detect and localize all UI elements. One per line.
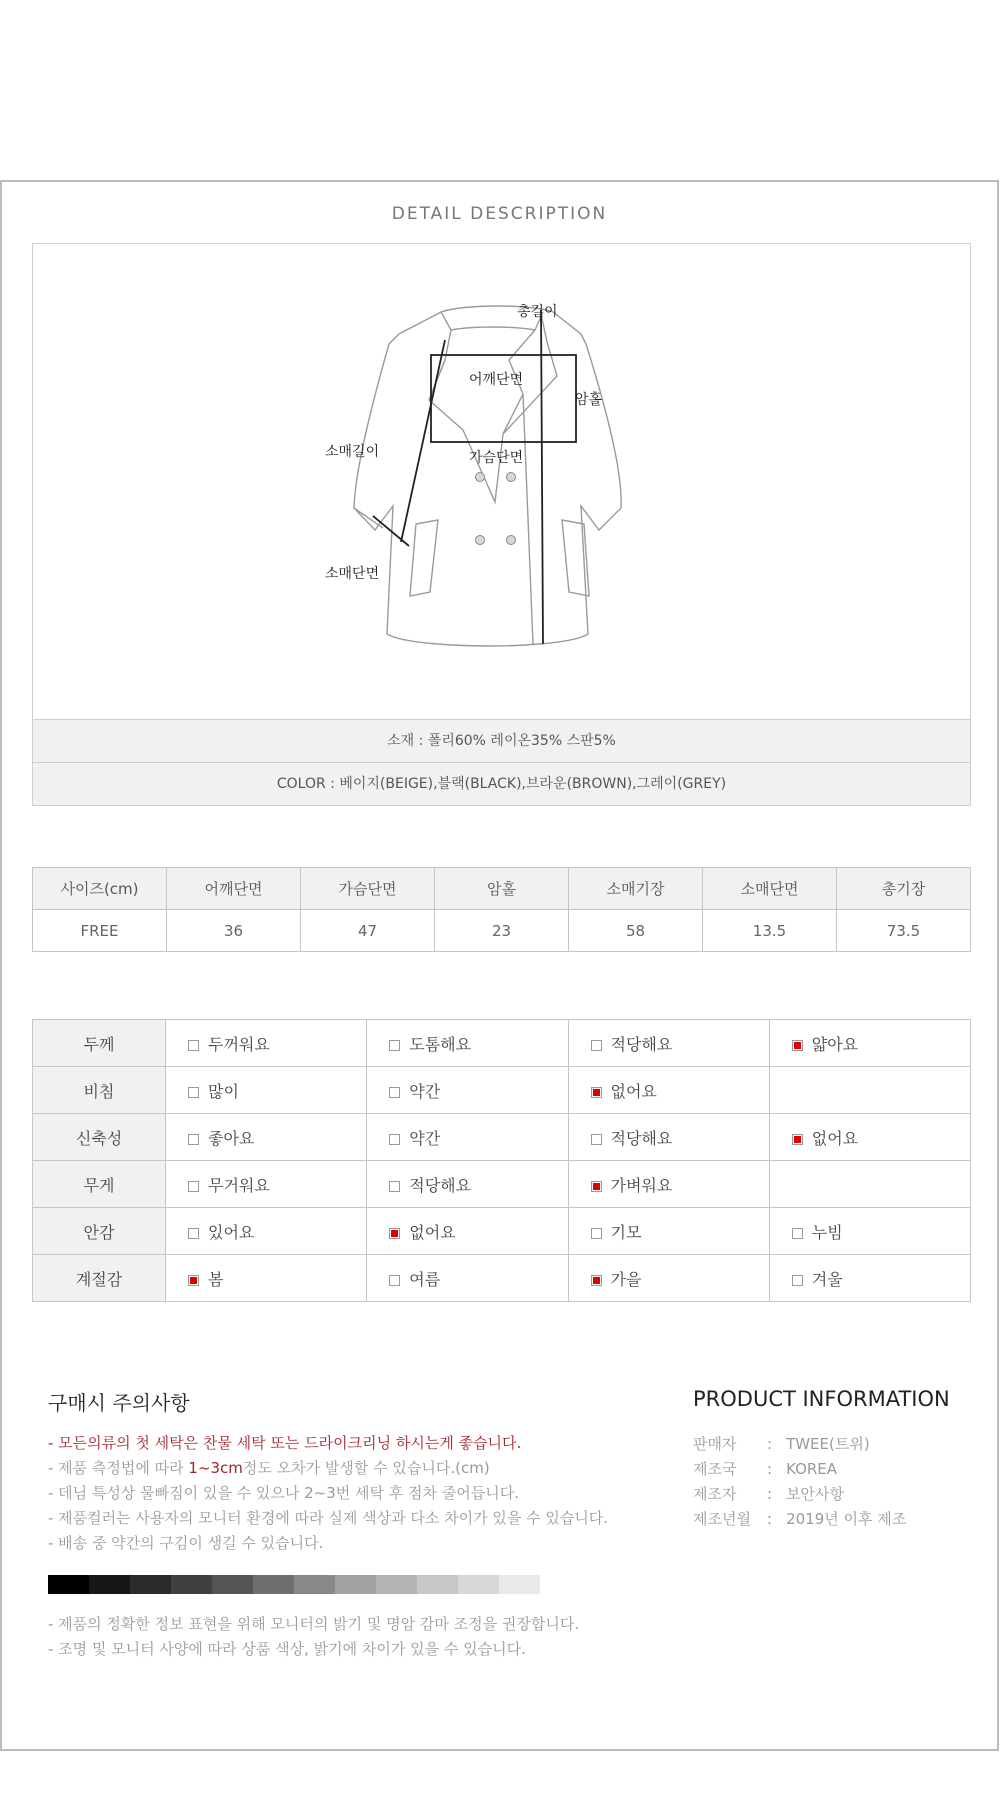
feature-option [367, 1020, 568, 1067]
feature-option-label: 적당해요 [610, 1034, 673, 1054]
feature-label: 무게 [33, 1161, 166, 1208]
feature-row [33, 1114, 971, 1161]
feature-option-label: 없어요 [811, 1128, 859, 1148]
size-cell: 36 [167, 910, 301, 952]
product-info-value: 보안사항 [786, 1485, 845, 1503]
product-info-title: PRODUCT INFORMATION [693, 1387, 950, 1411]
notice-text: 정도 오차가 발생할 수 있습니다.(cm) [242, 1459, 490, 1477]
feature-option [568, 1067, 769, 1114]
label-total-length: 총길이 [517, 304, 558, 320]
checked-box-icon [591, 1087, 602, 1098]
feature-option-label: 적당해요 [610, 1128, 673, 1148]
feature-option-label: 기모 [610, 1222, 642, 1242]
product-info-sep: : [767, 1435, 773, 1453]
color-swatch [48, 1575, 89, 1594]
feature-row [33, 1067, 971, 1114]
feature-row [33, 1161, 971, 1208]
product-info-row [693, 1432, 906, 1457]
size-cell: 23 [435, 910, 569, 952]
size-cell: 58 [569, 910, 703, 952]
size-header-cell: 소매기장 [569, 868, 703, 910]
color-swatch [458, 1575, 499, 1594]
feature-option-label: 여름 [409, 1269, 441, 1289]
color-swatch [253, 1575, 294, 1594]
feature-option [568, 1161, 769, 1208]
feature-option-label: 약간 [409, 1081, 441, 1101]
color-info: COLOR : 베이지(BEIGE),블랙(BLACK),브라운(BROWN),그레이(GREY) [32, 762, 971, 806]
feature-empty-cell [769, 1067, 970, 1114]
monitor-notice [48, 1612, 579, 1662]
color-swatch [294, 1575, 335, 1594]
feature-option [367, 1067, 568, 1114]
notice-line: - 모든의류의 첫 세탁은 찬물 세탁 또는 드라이크리닝 하시는게 좋습니다. [48, 1434, 522, 1452]
unchecked-box-icon [188, 1228, 199, 1239]
feature-option [166, 1255, 367, 1302]
size-cell: 47 [301, 910, 435, 952]
notice-highlight: 1~3cm [188, 1459, 243, 1477]
checked-box-icon [591, 1275, 602, 1286]
unchecked-box-icon [389, 1275, 400, 1286]
product-info-key: 제조년월 [693, 1510, 751, 1528]
feature-empty-cell [769, 1161, 970, 1208]
product-info-key: 제조자 [693, 1485, 737, 1503]
unchecked-box-icon [188, 1087, 199, 1098]
feature-label: 계절감 [33, 1255, 166, 1302]
feature-option-label: 누빔 [811, 1222, 843, 1242]
unchecked-box-icon [188, 1181, 199, 1192]
feature-option-label: 두꺼워요 [208, 1034, 270, 1054]
feature-row [33, 1208, 971, 1255]
color-swatch [376, 1575, 417, 1594]
product-info-row [693, 1457, 906, 1482]
color-swatch [130, 1575, 171, 1594]
label-chest: 가슴단면 [469, 450, 524, 466]
feature-label: 비침 [33, 1067, 166, 1114]
product-info-sep: : [767, 1510, 773, 1528]
color-swatch [89, 1575, 130, 1594]
feature-option-label: 있어요 [208, 1222, 255, 1242]
feature-option-label: 좋아요 [208, 1128, 255, 1148]
feature-option [568, 1114, 769, 1161]
product-info-key: 판매자 [693, 1435, 737, 1453]
product-info-value: KOREA [786, 1460, 838, 1478]
size-table [32, 867, 971, 952]
feature-row [33, 1255, 971, 1302]
feature-option [166, 1114, 367, 1161]
label-sleeve-width: 소매단면 [325, 566, 380, 582]
feature-option [166, 1208, 367, 1255]
size-cell: 13.5 [703, 910, 837, 952]
unchecked-box-icon [389, 1040, 400, 1051]
unchecked-box-icon [389, 1181, 400, 1192]
feature-option [769, 1208, 970, 1255]
checked-box-icon [792, 1040, 803, 1051]
size-header-cell: 가슴단면 [301, 868, 435, 910]
feature-option-label: 없어요 [610, 1081, 657, 1101]
product-info-key: 제조국 [693, 1460, 737, 1478]
detail-frame [0, 180, 999, 1751]
feature-table [32, 1019, 971, 1302]
feature-option-label: 없어요 [409, 1222, 456, 1242]
feature-row [33, 1020, 971, 1067]
feature-option [166, 1067, 367, 1114]
unchecked-box-icon [792, 1228, 803, 1239]
size-header-cell: 총기장 [837, 868, 971, 910]
checked-box-icon [188, 1275, 199, 1286]
feature-label: 안감 [33, 1208, 166, 1255]
feature-option [769, 1020, 970, 1067]
feature-option [166, 1020, 367, 1067]
feature-option-label: 무거워요 [208, 1175, 270, 1195]
product-info-sep: : [767, 1485, 773, 1503]
feature-option [367, 1255, 568, 1302]
product-info-value: TWEE(트위) [786, 1435, 870, 1453]
size-header-cell: 어깨단면 [167, 868, 301, 910]
color-swatch [499, 1575, 540, 1594]
notice-text: - 제품 측정법에 따라 [48, 1459, 189, 1477]
feature-option [568, 1020, 769, 1067]
feature-option-label: 얇아요 [811, 1034, 859, 1054]
notice-list [48, 1431, 608, 1556]
feature-option [367, 1161, 568, 1208]
color-swatch [417, 1575, 458, 1594]
unchecked-box-icon [188, 1040, 199, 1051]
product-info-list [693, 1432, 906, 1532]
unchecked-box-icon [591, 1228, 602, 1239]
size-header-cell: 암홀 [435, 868, 569, 910]
label-sleeve-length: 소매길이 [325, 444, 380, 460]
product-info-row [693, 1482, 906, 1507]
feature-option [166, 1161, 367, 1208]
notice-line: - 배송 중 약간의 구김이 생길 수 있습니다. [48, 1534, 324, 1552]
unchecked-box-icon [591, 1134, 602, 1145]
feature-option-label: 적당해요 [409, 1175, 472, 1195]
feature-option-label: 많이 [208, 1081, 239, 1101]
size-table-row [33, 910, 971, 952]
notice-line: - 제품의 정확한 정보 표현을 위해 모니터의 밝기 및 명암 감마 조정을 권장합니다. [48, 1615, 580, 1633]
product-info-value: 2019년 이후 제조 [786, 1510, 907, 1528]
feature-option-label: 봄 [208, 1269, 224, 1289]
notice-title: 구매시 주의사항 [48, 1391, 190, 1415]
feature-option-label: 겨울 [811, 1269, 843, 1289]
feature-option [769, 1114, 970, 1161]
size-table-header [33, 868, 971, 910]
coat-illustration [33, 244, 972, 721]
notice-line: - 제품컬러는 사용자의 모니터 환경에 따라 실제 색상과 다소 차이가 있을 수 있습니다. [48, 1509, 609, 1527]
unchecked-box-icon [389, 1134, 400, 1145]
checked-box-icon [792, 1134, 803, 1145]
section-title: DETAIL DESCRIPTION [391, 204, 608, 224]
feature-option [769, 1255, 970, 1302]
feature-option-label: 도톰해요 [409, 1034, 472, 1054]
size-header-cell: 소매단면 [703, 868, 837, 910]
feature-option [367, 1208, 568, 1255]
feature-label: 신축성 [33, 1114, 166, 1161]
material-info: 소재 : 폴리60% 레이온35% 스판5% [32, 719, 971, 763]
checked-box-icon [591, 1181, 602, 1192]
size-header-cell: 사이즈(cm) [33, 868, 167, 910]
unchecked-box-icon [591, 1040, 602, 1051]
grayscale-swatches [48, 1575, 540, 1594]
color-swatch [171, 1575, 212, 1594]
size-diagram [32, 243, 971, 720]
notice-line: - 조명 및 모니터 사양에 따라 상품 색상, 밝기에 차이가 있을 수 있습니다. [48, 1640, 526, 1658]
feature-label: 두께 [33, 1020, 166, 1067]
size-cell: 73.5 [837, 910, 971, 952]
unchecked-box-icon [792, 1275, 803, 1286]
unchecked-box-icon [188, 1134, 199, 1145]
size-cell: FREE [33, 910, 167, 952]
feature-option [367, 1114, 568, 1161]
checked-box-icon [389, 1228, 400, 1239]
label-armhole: 암홀 [575, 392, 603, 408]
feature-option-label: 가을 [610, 1269, 642, 1289]
feature-option-label: 약간 [409, 1128, 441, 1148]
feature-option [568, 1208, 769, 1255]
feature-option-label: 가벼워요 [610, 1175, 673, 1195]
color-swatch [212, 1575, 253, 1594]
label-shoulder: 어깨단면 [469, 372, 524, 388]
notice-line [48, 1456, 608, 1481]
color-swatch [335, 1575, 376, 1594]
product-info-row [693, 1507, 906, 1532]
product-info-sep: : [767, 1460, 773, 1478]
feature-option [568, 1255, 769, 1302]
notice-line: - 데님 특성상 물빠짐이 있을 수 있으나 2~3번 세탁 후 점차 줄어듭니다. [48, 1484, 520, 1502]
unchecked-box-icon [389, 1087, 400, 1098]
